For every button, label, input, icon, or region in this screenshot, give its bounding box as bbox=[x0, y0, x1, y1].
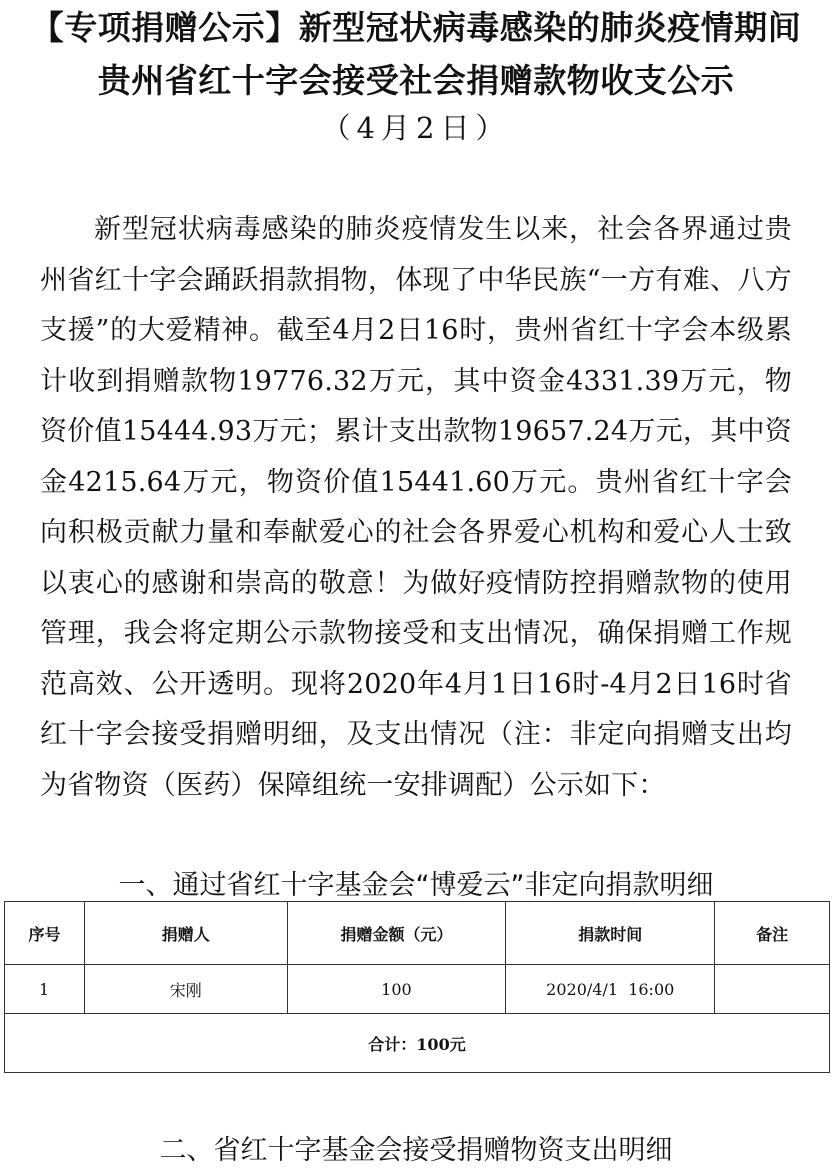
table-total-row bbox=[5, 1014, 830, 1073]
header-seq: 序号 bbox=[5, 902, 85, 965]
table-header-row bbox=[5, 902, 830, 965]
header-amount: 捐赠金额（元） bbox=[287, 902, 506, 965]
donation-table bbox=[4, 901, 830, 1073]
cell-time: 2020/4/1 16:00 bbox=[506, 965, 715, 1014]
section-1-heading: 一、通过省红十字基金会“博爱云”非定向捐款明细 bbox=[118, 870, 714, 901]
cell-amount: 100 bbox=[287, 965, 506, 1014]
header-time: 捐款时间 bbox=[506, 902, 715, 965]
section-2-heading: 二、省红十字基金会接受捐赠物资支出明细 bbox=[159, 1135, 673, 1166]
table-row bbox=[5, 965, 830, 1014]
cell-donor: 宋刚 bbox=[84, 965, 287, 1014]
title-line-1: 【专项捐赠公示】新型冠状病毒感染的肺炎疫情期间 bbox=[30, 8, 802, 47]
date-line: （4月2日） bbox=[321, 111, 511, 145]
title-line-2: 贵州省红十字会接受社会捐赠款物收支公示 bbox=[97, 61, 735, 100]
body-paragraph: 新型冠状病毒感染的肺炎疫情发生以来，社会各界通过贵州省红十字会踊跃捐款捐物，体现了中华民族“一方有难、八方支援”的大爱精神。截至4月2日16时，贵州省红十字会本级累计收到捐赠款物19776.32万元，其中资金4331.39万元，物资价值15444.93万元；累计支出款物19657.24万元，其中资金4215.64万元，物资价值15441.60万元。贵州省红十字会向积极贡献力量和奉献爱心的社会各界爱心机构和爱心人士致以衷心的感谢和崇高的敬意！为做好疫情防控捐赠款物的使用管理，我会将定期公示款物接受和支出情况，确保捐赠工作规范高效、公开透明。现将2020年4月1日16时-4月2日16时省红十字会接受捐赠明细，及支出情况（注：非定向捐赠支出均为省物资（医药）保障组统一安排调配）公示如下： bbox=[40, 214, 792, 801]
cell-seq: 1 bbox=[5, 965, 85, 1014]
cell-total: 合计：100元 bbox=[5, 1014, 830, 1073]
header-note: 备注 bbox=[715, 902, 830, 965]
cell-note bbox=[715, 965, 830, 1014]
header-donor: 捐赠人 bbox=[84, 902, 287, 965]
